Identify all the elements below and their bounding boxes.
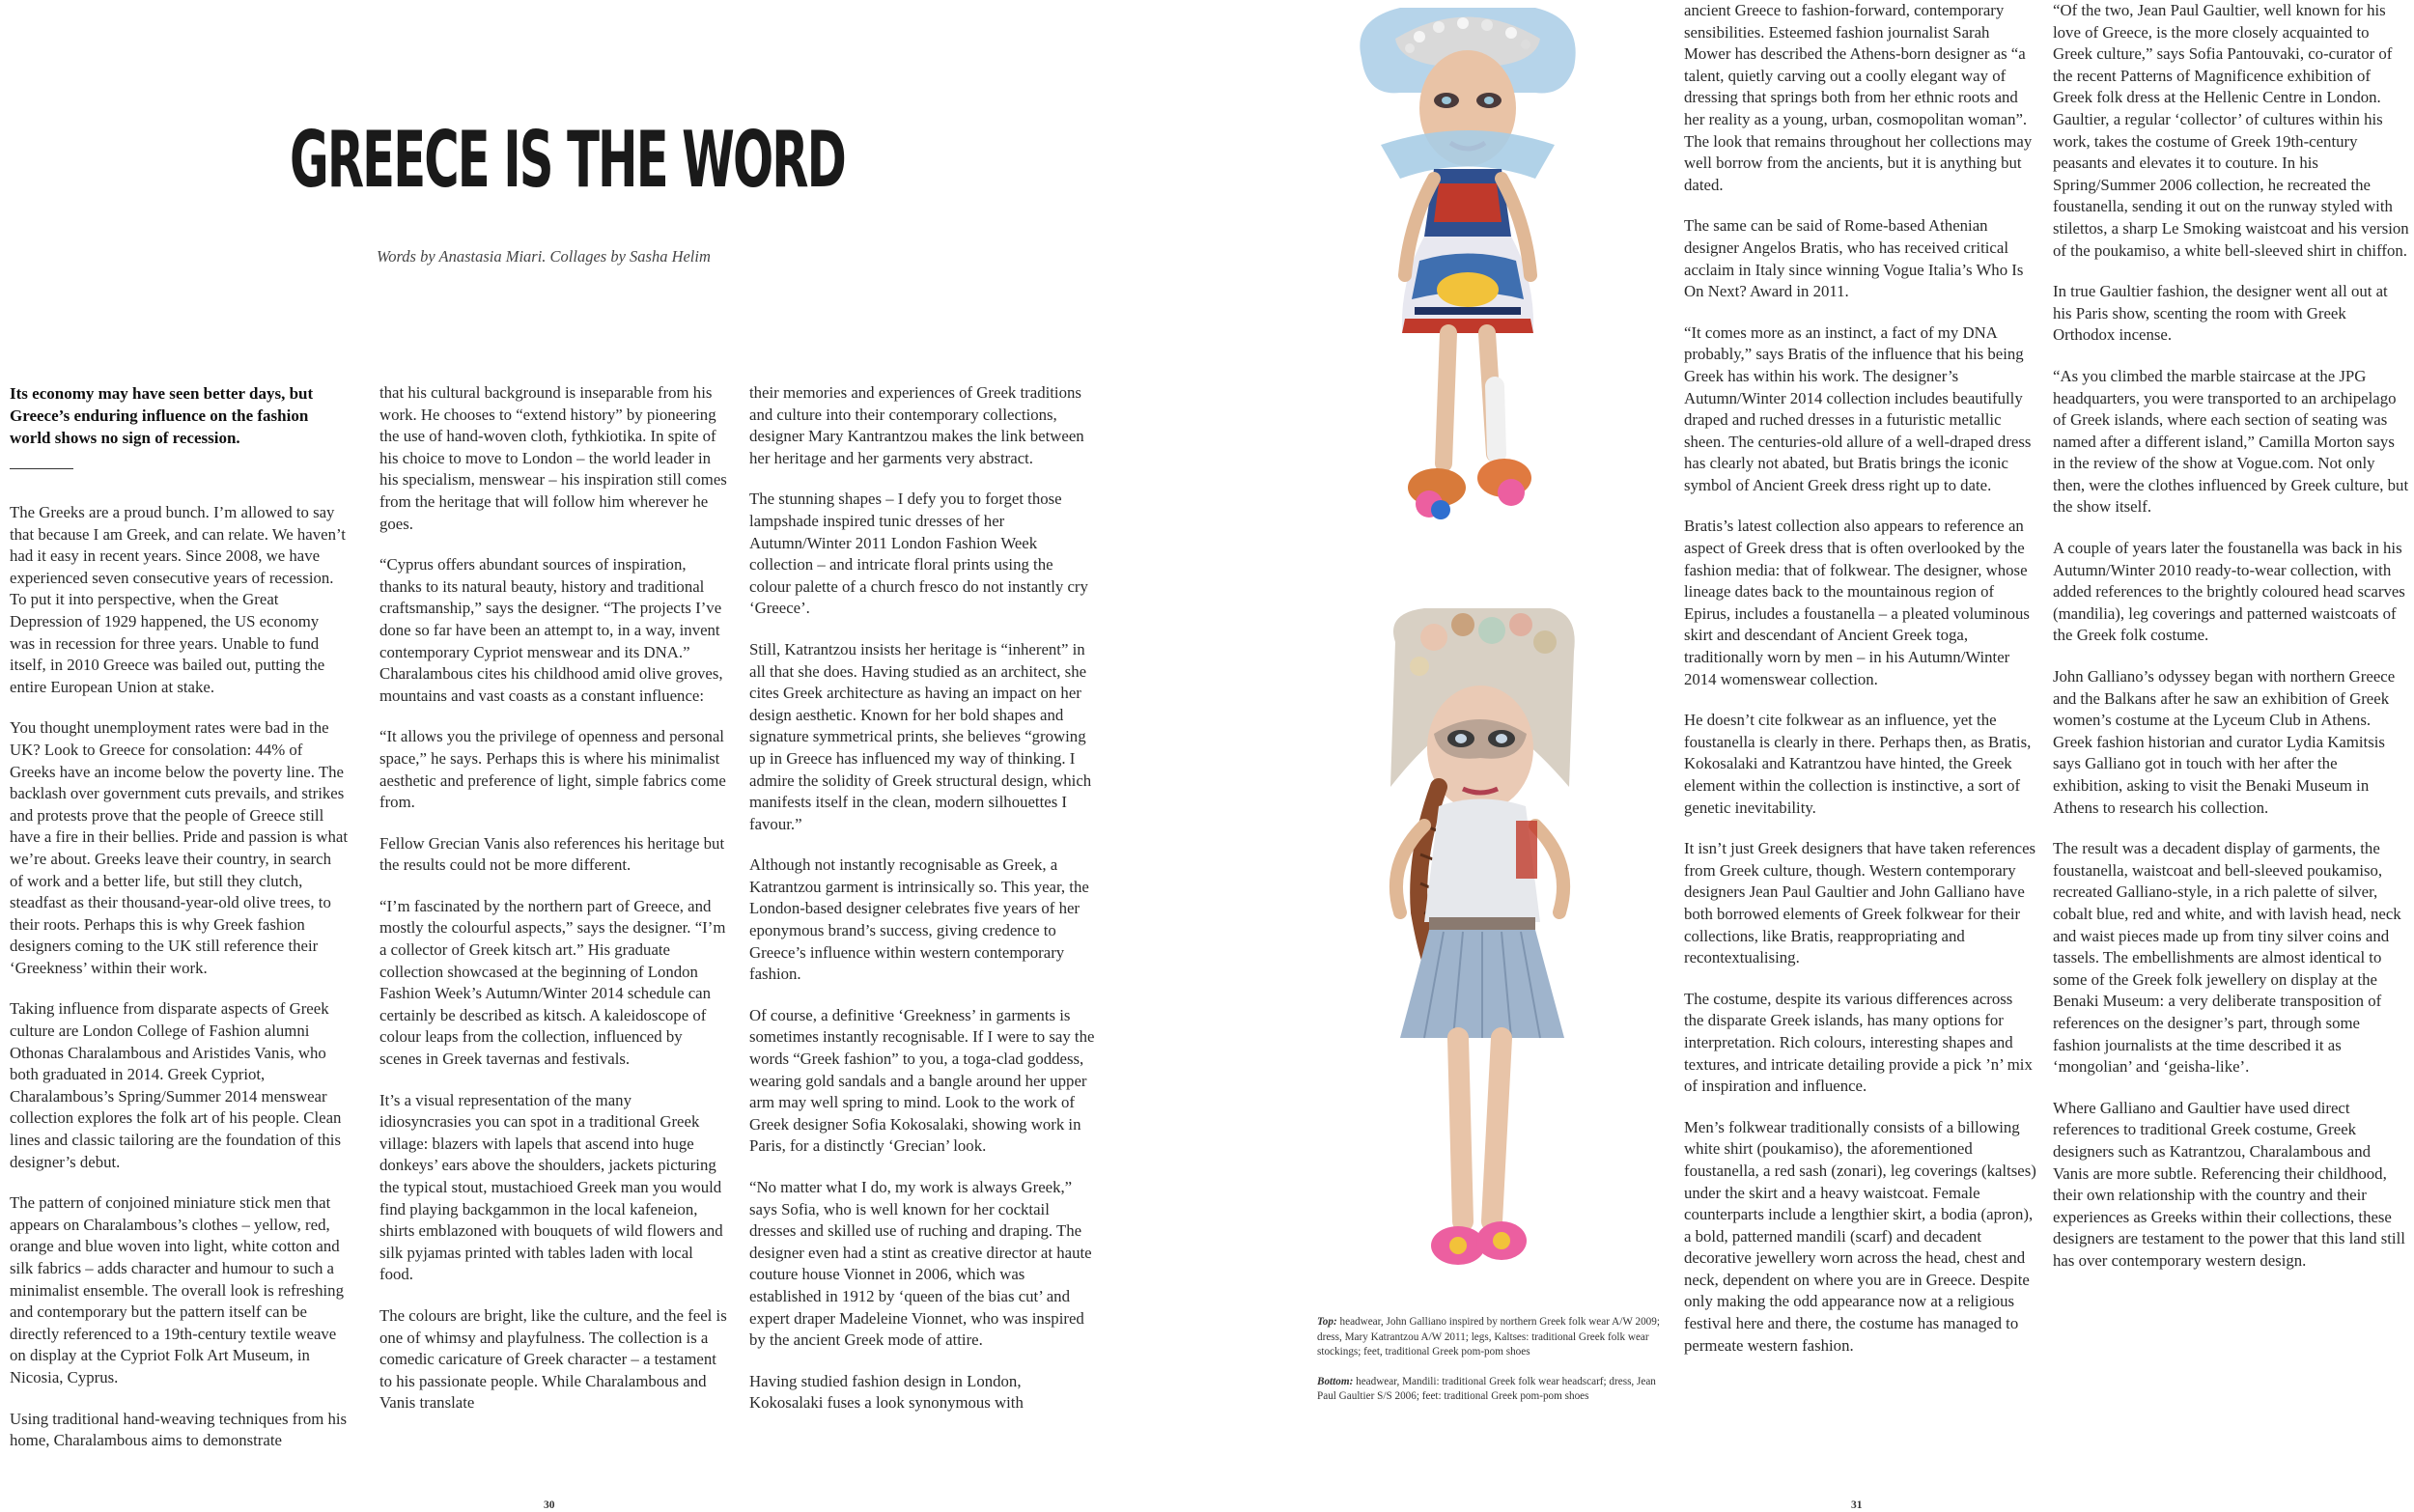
pompom-shoes [1431,1221,1527,1265]
caption-top-text: headwear, John Galliano inspired by northern Greek folk wear A/W 2009; dress, Mary Katrantzou A/W 2011; legs, Kaltses: traditional Greek folk wear stockings; feet, traditional Greek pom-pom shoes [1317,1316,1660,1358]
paragraph: A couple of years later the foustanella was back in his Autumn/Winter 2010 ready-to-wear collection, with added references to the brightly coloured head scarves (mandilia), leg coverings and patterned waistcoats of the Greek folk costume. [2053,539,2405,645]
collage-bottom-figure [1366,603,1588,1279]
column-5 [2053,0,2410,1291]
column-1 [10,382,348,1471]
paragraph: Bratis’s latest collection also appears to reference an aspect of Greek dress that is often overlooked by the fashion media: that of folkwear. The designer, whose lineage dates back to the mountainous region of Epirus, includes a foustanella – a pleated voluminous skirt and descendant of Ancient Greek toga, traditionally worn by men – in his Autumn/Winter 2014 womenswear collection. [1684,517,2030,688]
paragraph: You thought unemployment rates were bad in the UK? Look to Greece for consolation: 44% of Greeks have an income below the poverty line. The backlash over government cuts prevails, and strikes and protests prove that the people of Greece still have a fire in their bellies. Pride and passion is what we’re about. Greeks leave their country, in search of work and a better life, but still they clutch, steadfast as their thousand-year-old olive trees, to their roots. Perhaps this is why Greek fashion designers coming to the UK still reference their ‘Greekness’ within their work. [10,718,348,977]
paragraph: The stunning shapes – I defy you to forget those lampshade inspired tunic dresses of her Autumn/Winter 2011 London Fashion Week collection – and intricate floral prints using the colour palette of a church fresco do not instantly cry ‘Greece’. [749,490,1088,618]
paragraph: Of course, a definitive ‘Greekness’ in garments is sometimes instantly recognisable. If I were to say the words “Greek fashion” to you, a toga-clad goddess, wearing gold sandals and a bangle around her upper arm may well spring to mind. Look to the work of Greek designer Sofia Kokosalaki, showing work in Paris, for a distinctly ‘Grecian’ look. [749,1005,1095,1156]
caption-bottom [1317,1375,1665,1405]
paragraph: Having studied fashion design in London, Kokosalaki fuses a look synonymous with [749,1371,1024,1413]
page-number-right: 31 [1851,1499,1863,1511]
caption-bottom-label: Bottom: [1317,1375,1354,1387]
paragraph: that his cultural background is inseparable from his work. He chooses to “extend history” by pioneering the use of hand-woven cloth, fythkiotika. In spite of his choice to move to London – the world leader in his specialism, menswear – his inspiration still comes from the heritage that will follow him wherever he goes. [379,383,727,533]
paragraph: The Greeks are a proud bunch. I’m allowed to say that because I am Greek, and can relate. We haven’t had it easy in recent years. Since 2008, we have experienced seven consecutive years of recession. To put it into perspective, when the Great Depression of 1929 happened, the US economy was in recession for three years. Unable to fund itself, in 2010 Greece was bailed out, putting the entire European Union at stake. [10,503,346,696]
paragraph: “Of the two, Jean Paul Gaultier, well known for his love of Greece, is the more closely acquainted to Greek culture,” says Sofia Pantouvaki, co-curator of the recent Patterns of Magnificence exhibition of Greek folk dress at the Hellenic Centre in London. Gaultier, a regular ‘collector’ of cultures within his work, takes the costume of Greek 19th-century peasants and elevates it to couture. In his Spring/Summer 2006 collection, he recreated the foustanella, sending it out on the runway styled with stilettos, a sharp Le Smoking waistcoat and his version of the poukamiso, a white bell-sleeved shirt in chiffon. [2053,1,2409,260]
standfirst-rule [10,468,73,469]
paragraph: The colours are bright, like the culture, and the feel is one of whimsy and playfulness. The collection is a comedic caricature of Greek character – a testament to his passionate people. While Charalambous and Vanis translate [379,1305,727,1413]
collage-top-figure [1342,0,1593,526]
paragraph: Although not instantly recognisable as Greek, a Katrantzou garment is intrinsically so. This year, the London-based designer celebrates five years of her eponymous brand’s success, giving credence to Greece’s influence within western contemporary fashion. [749,855,1089,984]
column-2 [379,382,727,1434]
paragraph: In true Gaultier fashion, the designer went all out at his Paris show, scenting the room with Greek Orthodox incense. [2053,282,2388,345]
collage-captions [1317,1315,1665,1419]
pompom-shoes [1408,459,1531,519]
paragraph: The same can be said of Rome-based Athenian designer Angelos Bratis, who has received critical acclaim in Italy since winning Vogue Italia’s Who Is On Next? Award in 2011. [1684,216,2024,301]
paragraph: “As you climbed the marble staircase at the JPG headquarters, you were transported to an archipelago of Greek islands, where each section of seating was named after a different island,” Camilla Morton says in the review of the show at Vogue.com. Not only then, were the clothes influenced by Greek culture, but the show itself. [2053,366,2409,517]
standfirst: Its economy may have seen better days, but Greece’s enduring influence on the fashion world shows no sign of recession. [10,384,314,447]
paragraph: “Cyprus offers abundant sources of inspiration, thanks to its natural beauty, history and traditional craftsmanship,” says the designer. “The projects I’ve done so far have been an attempt to, in a way, invent contemporary Cypriot menswear and its DNA.” Charalambous cites his childhood amid olive groves, mountains and vast coasts as a constant influence: [379,555,723,705]
paragraph: Where Galliano and Gaultier have used direct references to traditional Greek costume, Greek designers such as Katrantzou, Charalambous and Vanis are more subtle. Referencing their childhood, their own relationship with the country and their experiences as Greeks within their collections, these designers are testament to the power that this land still has over contemporary western design. [2053,1098,2405,1270]
paragraph: Men’s folkwear traditionally consists of a billowing white shirt (poukamiso), the aforementioned foustanella, a red sash (zonari), leg coverings (kaltses) under the skirt and a heavy waistcoat. Female counterparts include a lengthier skirt, a bodia (apron), a bold, patterned mandili (scarf) and decadent decorative jewellery worn across the head, chest and neck, dependent on where you are in Greece. Despite only making the odd appearance now at a religious festival here and there, the costume has managed to permeate western fashion. [1684,1117,2036,1355]
paragraph: It’s a visual representation of the many idiosyncrasies you can spot in a traditional Greek village: blazers with lapels that ascend into huge donkeys’ ears above the shoulders, jackets picturing the typical stout, mustachioed Greek man you would find playing backgammon in the local kafeneion, shirts emblazoned with bouquets of wild flowers and silk pyjamas printed with tables laden with local food. [379,1090,723,1284]
byline: Words by Anastasia Miari. Collages by Sasha Helim [377,247,711,266]
paragraph: Still, Katrantzou insists her heritage is “inherent” in all that she does. Having studied as an architect, she cites Greek architecture as having an impact on her design aesthetic. Known for her bold shapes and signature symmetrical prints, she believes “growing up in Greece has influenced my way of thinking. I admire the solidity of Greek structural design, which manifests itself in the clean, modern silhouettes I favour.” [749,639,1092,833]
paragraph: Using traditional hand-weaving techniques from his home, Charalambous aims to demonstrate [10,1409,348,1450]
paragraph: Taking influence from disparate aspects of Greek culture are London College of Fashion alumni Othonas Charalambous and Aristides Vanis, who both graduated in 2014. Greek Cypriot, Charalambous’s Spring/Summer 2014 menswear collection explores the folk art of his people. Clean lines and classic tailoring are the foundation of this designer’s debut. [10,999,342,1171]
column-4 [1684,0,2036,1376]
paragraph: John Galliano’s odyssey began with northern Greece and the Balkans after he saw an exhibition of Greek women’s costume at the Lyceum Club in Athens. Greek fashion historian and curator Lydia Kamitsis says Galliano got in touch with her after the exhibition, asking to visit the Benaki Museum in Athens to research his collection. [2053,667,2396,817]
caption-top [1317,1315,1665,1360]
paragraph: He doesn’t cite folkwear as an influence, yet the foustanella is clearly in there. Perhaps then, as Bratis, Kokosalaki and Katrantzou have hinted, the Greek element within the collection is instinctive, a sort of genetic inevitability. [1684,711,2032,817]
paragraph: The costume, despite its various differences across the disparate Greek islands, has many options for interpretation. Rich colours, interesting shapes and textures, and intricate detailing provide a pick ’n’ mix of inspiration and influence. [1684,989,2033,1096]
caption-top-label: Top: [1317,1316,1337,1328]
paragraph: Fellow Grecian Vanis also references his heritage but the results could not be more different. [379,833,725,875]
paragraph: The pattern of conjoined miniature stick men that appears on Charalambous’s clothes – yellow, red, orange and blue woven into light, white cotton and silk fabrics – adds character and humour to such a minimalist ensemble. The overall look is refreshing and contemporary but the pattern itself can be directly referenced to a 19th-century textile weave on display at the Cypriot Folk Art Museum, in Nicosia, Cyprus. [10,1193,344,1386]
legs [1458,1038,1502,1221]
paragraph: “It comes more as an instinct, a fact of my DNA probably,” says Bratis of the influence that his being Greek has within his work. The designer’s Autumn/Winter 2014 collection includes beautifully draped and ruched dresses in a futuristic metallic sheen. The centuries-old allure of a well-draped dress has clearly not abated, but Bratis brings the iconic symbol of Ancient Greek dress right up to date. [1684,322,2032,494]
paragraph: their memories and experiences of Greek traditions and culture into their contemporary collections, designer Mary Kantrantzou makes the link between her heritage and her garments very abstract. [749,383,1084,467]
paragraph: The result was a decadent display of garments, the foustanella, waistcoat and bell-sleeved poukamiso, recreated Galliano-style, in a rich palette of silver, cobalt blue, red and white, and with lavish head, neck and waist pieces made up from tiny silver coins and tassels. The embellishments are almost identical to some of the Greek folk jewellery on display at the Benaki Museum: a very deliberate transposition of references on the designer’s part, through some fashion journalists at the time described it as ‘mongolian’ and ‘geisha-like’. [2053,839,2401,1077]
paragraph: “It allows you the privilege of openness and personal space,” he says. Perhaps this is where his minimalist aesthetic and preference of light, simple fabrics come from. [379,727,726,812]
column-3 [749,382,1097,1434]
legs-stockings [1444,333,1497,463]
page-number-left: 30 [544,1499,555,1511]
paragraph: ancient Greece to fashion-forward, contemporary sensibilities. Esteemed fashion journalist Sarah Mower has described the Athens-born designer as “a talent, quietly carving out a coolly elegant way of dressing that springs both from her ethnic roots and her reality as a young, urban, cosmopolitan woman”. The look that remains throughout her collections may well borrow from the ancients, but it is anything but dated. [1684,1,2033,194]
paragraph: It isn’t just Greek designers that have taken references from Greek culture, though. Western contemporary designers Jean Paul Gaultier and John Galliano have both borrowed elements of Greek folkwear for their collections, like Bratis, reappropriating and recontextualising. [1684,839,2036,967]
paragraph: “No matter what I do, my work is always Greek,” says Sofia, who is well known for her cocktail dresses and skilled use of ruching and draping. The designer even had a stint as creative director at haute couture house Vionnet in 2006, which was established in 1912 by ‘queen of the bias cut’ and expert draper Madeleine Vionnet, who was inspired by the ancient Greek mode of attire. [749,1178,1092,1350]
caption-bottom-text: headwear, Mandili: traditional Greek folk wear headscarf; dress, Jean Paul Gaultier S/S 2006; feet: traditional Greek pom-pom shoes [1317,1375,1656,1402]
article-title: GREECE IS THE WORD [290,115,845,205]
paragraph: “I’m fascinated by the northern part of Greece, and mostly the colourful aspects,” says the designer. “I’m a collector of Greek kitsch art.” His graduate collection showcased at the beginning of London Fashion Week’s Autumn/Winter 2014 schedule can certainly be described as kitsch. A kaleidoscope of colour leaps from the collection, influenced by scenes in Greek tavernas and festivals. [379,896,726,1069]
